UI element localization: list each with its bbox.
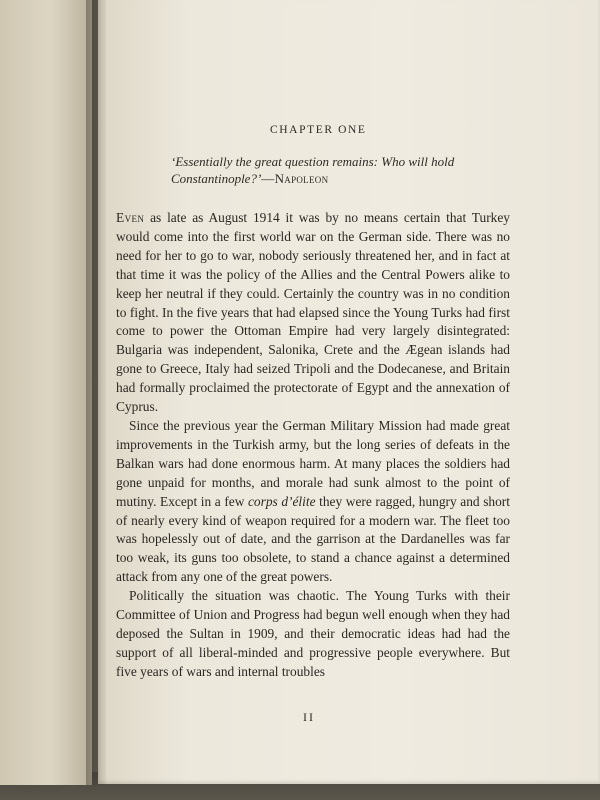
paragraph-2-italic: corps d’élite — [247, 493, 316, 509]
paragraph-lead-word: Even — [116, 210, 145, 225]
book-gutter-shadow — [86, 0, 106, 785]
paragraph-3 — [116, 587, 510, 682]
paragraph-2-text-a: Since the previous year the German Military Mission had made great improvements in the Turkish army, but the long series of defeats in the Balkan wars had done enormous harm. At many places the soldiers had gone unpaid for months, and morale had sunk almost to the point of mutiny. Except in a few — [116, 417, 510, 509]
paragraph-1 — [116, 209, 510, 417]
epigraph-attribution: —Napoleon — [261, 171, 329, 186]
page-number: II — [303, 710, 315, 724]
epigraph — [171, 153, 501, 187]
epigraph-quote: ‘Essentially the great question remains: Who will hold Constantinople?’ — [171, 154, 455, 186]
paragraph-1-text: as late as August 1914 it was by no means certain that Turkey would come into the first world war on the German side. There was no need for her to go to war, nobody seriously threatened her, and in fact at that time it was the policy of the Allies and the Central Powers alike to keep her neutral if they could. Certainly the country was in no condition to fight. In the five years that had elapsed since the Young Turks had first come to power the Ottoman Empire had very largely disintegrated: Bulgaria was independent, Salonika, Crete and the Ægean islands had gone to Greece, Italy had seized Tripoli and the Dodecanese, and Britain had formally proclaimed the protectorate of Egypt and the annexation of Cyprus. — [116, 210, 510, 415]
chapter-body — [116, 209, 510, 682]
chapter-heading: CHAPTER ONE — [270, 124, 367, 136]
paragraph-2-text-b: they were ragged, hungry and short of nearly every kind of weapon required for a modern war. The fleet too was hopelessly out of date, and the garrison at the Dardanelles was far too weak, its guns too obsolete, to stand a chance against a determined attack from any one of the great powers. — [116, 493, 510, 585]
facing-page — [0, 0, 92, 785]
paragraph-2 — [116, 417, 510, 587]
paragraph-3-text: Politically the situation was chaotic. The Young Turks with their Committee of Union and Progress had begun well enough when they had deposed the Sultan in 1909, and their democratic ideas had had the support of all liberal-minded and progressive people everywhere. But five years of wars and internal troubles — [116, 588, 510, 679]
